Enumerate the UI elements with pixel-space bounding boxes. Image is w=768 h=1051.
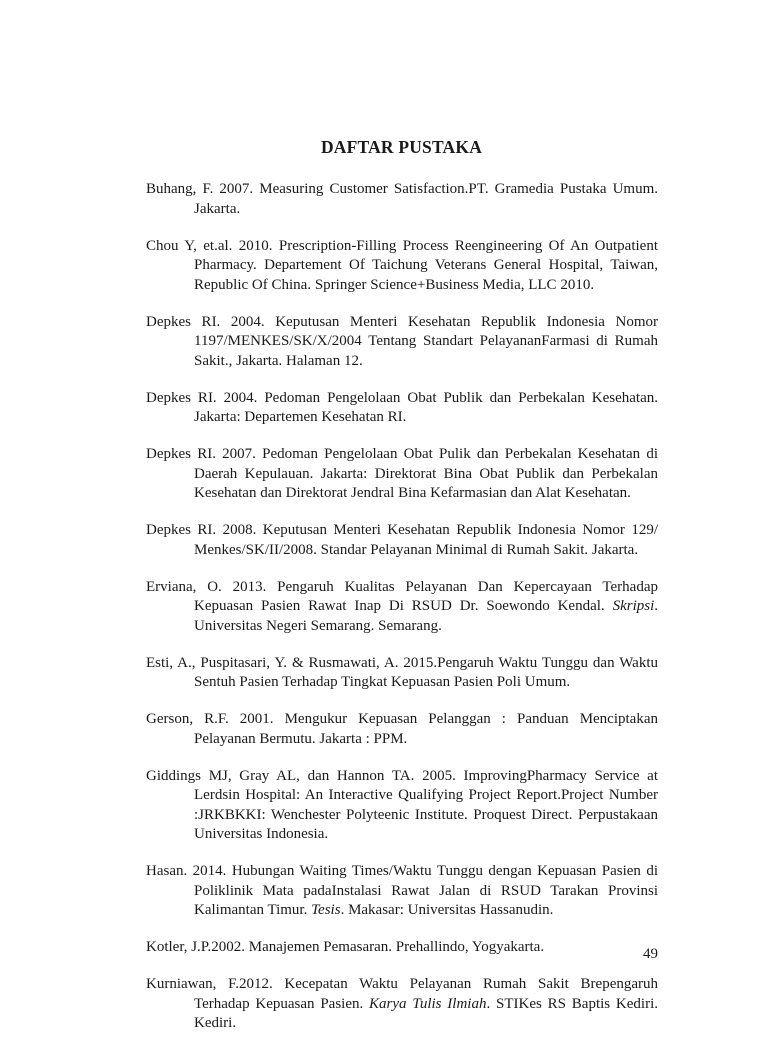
reference-text: Giddings MJ, Gray AL, dan Hannon TA. 2005. ImprovingPharmacy Service at Lerdsin Hospital: An Interactive Qualifying Project Report.Project Number :JRKBKKI: Wenchester Polyteenic Institute. Proquest Direct. Perpustakaan Universitas Indonesia. (146, 767, 658, 842)
reference-text: Chou Y, et.al. 2010. Prescription-Filling Process Reengineering Of An Outpatient Pharmacy. Departement Of Taichung Veterans General Hospital, Taiwan, Republic Of China. Springer Science+Business Media, LLC 2010. (146, 237, 658, 293)
reference-italic-text: Tesis (311, 902, 341, 918)
reference-text-end: . STIKes RS Baptis Kediri. Kediri. (194, 995, 658, 1031)
reference-entry (146, 862, 658, 921)
page-number: 49 (643, 946, 658, 962)
reference-entry (146, 767, 658, 845)
reference-text: Depkes RI. 2008. Keputusan Menteri Kesehatan Republik Indonesia Nomor 129/ Menkes/SK/II/2008. Standar Pelayanan Minimal di Rumah Sakit. Jakarta. (146, 522, 658, 558)
page-title: DAFTAR PUSTAKA (320, 137, 483, 157)
reference-entry (146, 521, 658, 560)
reference-text-end: . Makasar: Universitas Hassanudin. (340, 902, 554, 918)
reference-italic-text: Karya Tulis Ilmiah (369, 995, 487, 1012)
reference-text: Kotler, J.P.2002. Manajemen Pemasaran. Prehallindo, Yogyakarta. (146, 939, 545, 955)
reference-text: Gerson, R.F. 2001. Mengukur Kepuasan Pelanggan : Panduan Menciptakan Pelayanan Bermutu. Jakarta : PPM. (146, 711, 658, 747)
reference-text: Depkes RI. 2004. Keputusan Menteri Kesehatan Republik Indonesia Nomor 1197/MENKES/SK/X/2004 Tentang Standart PelayananFarmasi di Rumah Sakit., Jakarta. Halaman 12. (146, 313, 658, 369)
reference-text-end: . Universitas Negeri Semarang. Semarang. (194, 598, 658, 634)
reference-entry (146, 445, 658, 504)
reference-entry (146, 313, 658, 372)
reference-text: Buhang, F. 2007. Measuring Customer Satisfaction.PT. Gramedia Pustaka Umum. Jakarta. (146, 181, 658, 217)
reference-entry (146, 180, 658, 219)
reference-entry (146, 710, 658, 749)
reference-entry (146, 578, 658, 637)
reference-italic-text: Skripsi (612, 598, 655, 614)
reference-entry (146, 389, 658, 428)
reference-entry (146, 975, 658, 1034)
reference-entry (146, 654, 658, 693)
reference-entry (146, 237, 658, 296)
reference-text: Kurniawan, F.2012. Kecepatan Waktu Pelayanan Rumah Sakit Brepengaruh Terhadap Kepuasan Pasien. (146, 976, 658, 1012)
reference-text: Esti, A., Puspitasari, Y. & Rusmawati, A. 2015.Pengaruh Waktu Tunggu dan Waktu Sentuh Pasien Terhadap Tingkat Kepuasan Pasien Poli Umum. (146, 654, 658, 690)
reference-text: Hasan. 2014. Hubungan Waiting Times/Waktu Tunggu dengan Kepuasan Pasien di Poliklinik Mata padaInstalasi Rawat Jalan di RSUD Tarakan Provinsi Kalimantan Timur. (146, 863, 658, 918)
reference-text: Depkes RI. 2007. Pedoman Pengelolaan Obat Pulik dan Perbekalan Kesehatan di Daerah Kepulauan. Jakarta: Direktorat Bina Obat Publik dan Perbekalan Kesehatan dan Direktorat Jendral Bina Kefarmasian dan Alat Kesehatan. (146, 446, 658, 501)
reference-list (146, 180, 658, 1051)
reference-text: Erviana, O. 2013. Pengaruh Kualitas Pelayanan Dan Kepercayaan Terhadap Kepuasan Pasien Rawat Inap Di RSUD Dr. Soewondo Kendal. (146, 578, 658, 614)
reference-text: Depkes RI. 2004. Pedoman Pengelolaan Obat Publik dan Perbekalan Kesehatan. Jakarta: Departemen Kesehatan RI. (146, 389, 658, 425)
reference-entry (146, 938, 658, 958)
